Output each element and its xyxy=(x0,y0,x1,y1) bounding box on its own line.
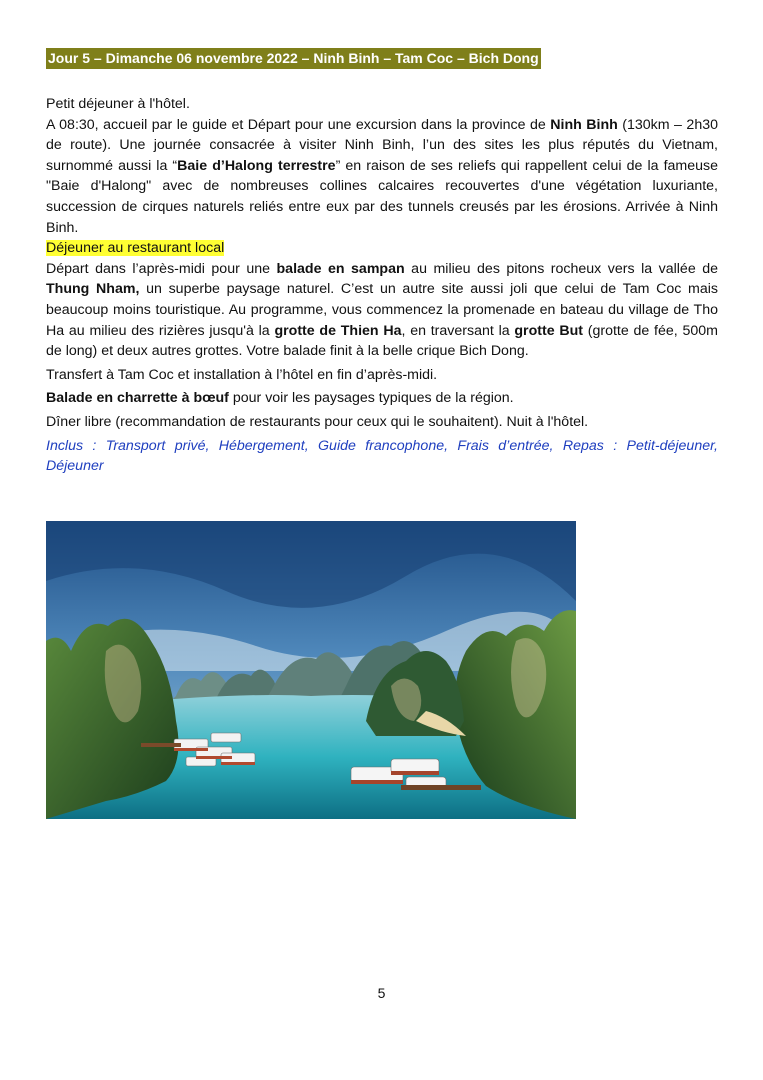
text-run: ” en raison de ses reliefs qui rappellent celui de la fameuse "Baie d'Halong" avec de nombreuses collines calcaires recouvertes d'une végétation luxuriante, succession de cirques naturels reliés entre eux par des tunnels creusés par les érosions. Arrivée à Ninh Binh. xyxy=(46,157,718,236)
day-title: Jour 5 – Dimanche 06 novembre 2022 – Ninh Binh – Tam Coc – Bich Dong xyxy=(46,48,541,69)
text-run: pour voir les paysages typiques de la région. xyxy=(228,390,514,407)
bold-charrette: Balade en charrette à bœuf xyxy=(46,390,229,407)
bold-grotte-thien-ha: grotte de Thien Ha xyxy=(274,322,402,339)
text-run: , en traversant la xyxy=(401,322,515,339)
included-services: Inclus : Transport privé, Hébergement, Guide francophone, Frais d’entrée, Repas : Petit-déjeuner, Déjeuner xyxy=(46,437,718,475)
text-run: A 08:30, accueil par le guide et Départ pour une excursion dans la province de xyxy=(46,116,551,133)
dinner-line: Dîner libre (recommandation de restaurants pour ceux qui le souhaitent). Nuit à l'hôtel. xyxy=(46,413,589,430)
transfer-line: Transfert à Tam Coc et installation à l’hôtel en fin d’après-midi. xyxy=(46,366,438,383)
lunch-line xyxy=(46,238,718,259)
bold-grotte-but: grotte But xyxy=(514,322,583,339)
text-run: (grotte de fée, 500m de long) et deux autres grottes. Votre balade finit à la belle crique Bich Dong. xyxy=(46,322,718,360)
bold-balade-sampan: balade en sampan xyxy=(276,260,405,277)
oxcart-line xyxy=(46,388,718,409)
text-run: Départ dans l’après-midi pour une xyxy=(46,260,277,277)
sampan-paragraph xyxy=(46,259,718,362)
day-description xyxy=(46,94,718,477)
bold-ninh-binh: Ninh Binh xyxy=(550,116,618,133)
halong-bay-photo xyxy=(46,521,576,819)
bold-thung-nham: Thung Nham, xyxy=(46,281,140,298)
text-run: au milieu des pitons rocheux vers la vallée de xyxy=(404,260,719,277)
text-run: un superbe paysage naturel. C’est un autre site aussi joli que celui de Tam Coc mais beaucoup moins touristique. Au programme, vous commencez la promenade en bateau du village de Tho Ha au milieu des rizières jusqu'à la xyxy=(46,281,718,339)
excursion-paragraph xyxy=(46,115,718,239)
text-run: (130km – 2h30 de route). Une journée consacrée à visiter Ninh Binh, l’un des sites les plus réputés du Vietnam, surnommé aussi la “ xyxy=(46,116,718,174)
bold-baie-halong-terrestre: Baie d’Halong terrestre xyxy=(177,157,336,174)
breakfast-line: Petit déjeuner à l'hôtel. xyxy=(46,96,190,112)
lunch-highlight: Déjeuner au restaurant local xyxy=(46,240,225,257)
page-number: 5 xyxy=(377,985,386,1001)
